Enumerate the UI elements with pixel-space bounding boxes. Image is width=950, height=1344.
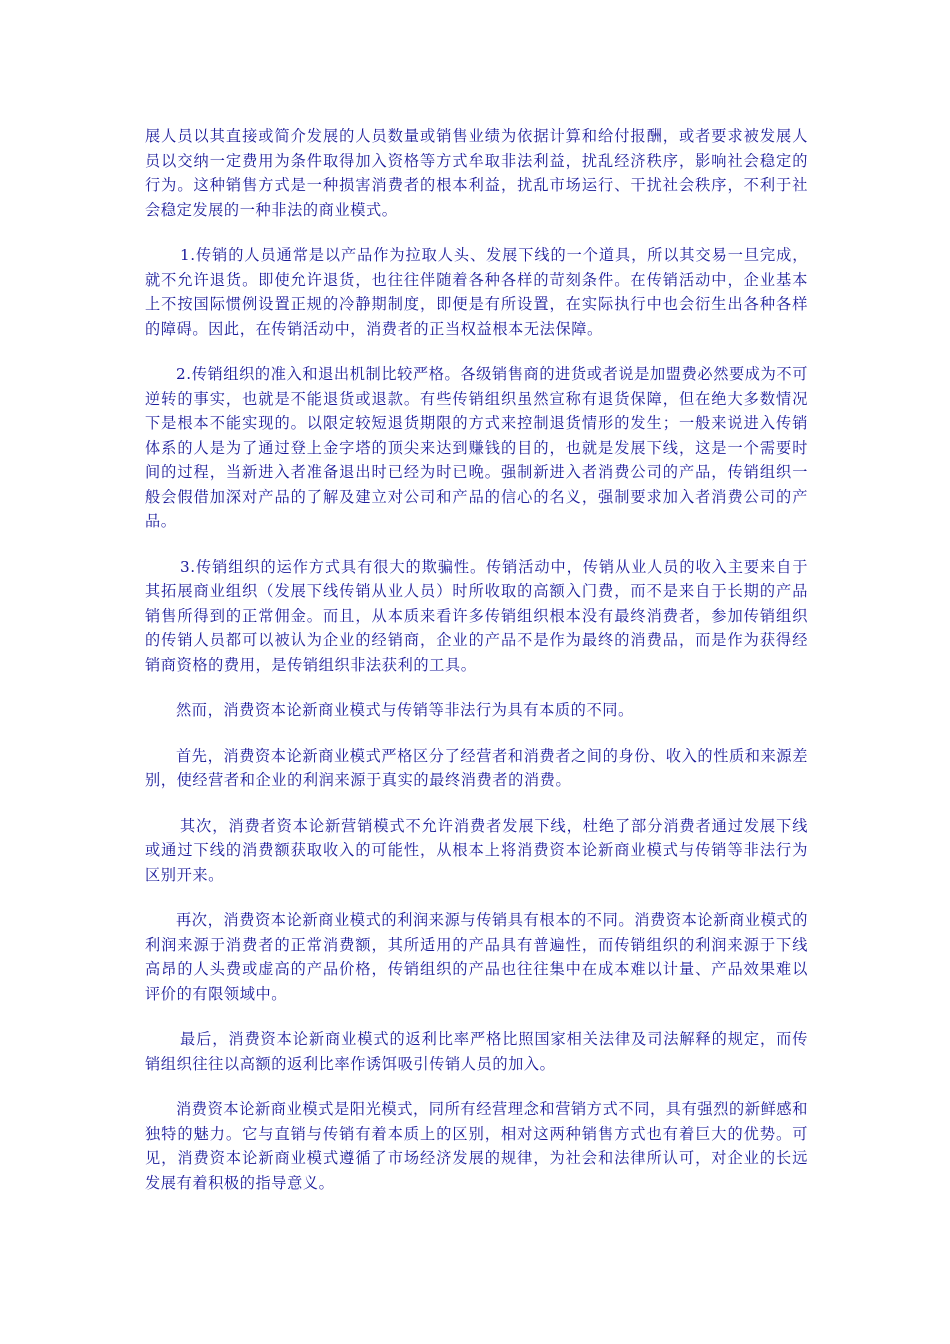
paragraph-however: 然而，消费资本论新商业模式与传销等非法行为具有本质的不同。 xyxy=(176,701,634,719)
document-page xyxy=(145,124,808,1216)
paragraph-third: 再次，消费资本论新商业模式的利润来源与传销具有根本的不同。消费资本论新商业模式的利润来源于消费者的正常消费额，其所适用的产品具有普遍性，而传销组织的利润来源于下线高昂的人头费或虚高的产品价格，传销组织的产品也往往集中在成本难以计量、产品效果难以评价的有限领域中。 xyxy=(145,911,808,1003)
paragraph-first: 首先，消费资本论新商业模式严格区分了经营者和消费者之间的身份、收入的性质和来源差别，使经营者和企业的利润来源于真实的最终消费者的消费。 xyxy=(145,746,808,789)
paragraph-point-3: 3.传销组织的运作方式具有很大的欺骗性。传销活动中，传销从业人员的收入主要来自于其拓展商业组织（发展下线传销从业人员）时所收取的高额入门费，而不是来自于长期的产品销售所得到的正常佣金。而且，从本质来看许多传销组织根本没有最终消费者，参加传销组织的传销人员都可以被认为企业的经销商，企业的产品不是作为最终的消费品，而是作为获得经销商资格的费用，是传销组织非法获利的工具。 xyxy=(145,557,808,674)
paragraph-last: 最后，消费资本论新商业模式的返利比率严格比照国家相关法律及司法解释的规定，而传销组织往往以高额的返利比率作诱饵吸引传销人员的加入。 xyxy=(145,1030,808,1073)
paragraph-point-1: 1.传销的人员通常是以产品作为拉取人头、发展下线的一个道具，所以其交易一旦完成，就不允许退货。即使允许退货，也往往伴随着各种各样的苛刻条件。在传销活动中，企业基本上不按国际惯例设置正规的冷静期制度，即便是有所设置，在实际执行中也会衍生出各种各样的障碍。因此，在传销活动中，消费者的正当权益根本无法保障。 xyxy=(145,246,808,338)
paragraph-second: 其次，消费者资本论新营销模式不允许消费者发展下线，杜绝了部分消费者通过发展下线或通过下线的消费额获取收入的可能性，从根本上将消费资本论新商业模式与传销等非法行为区别开来。 xyxy=(145,816,808,884)
paragraph-conclusion: 消费资本论新商业模式是阳光模式，同所有经营理念和营销方式不同，具有强烈的新鲜感和独特的魅力。它与直销与传销有着本质上的区别，相对这两种销售方式也有着巨大的优势。可见，消费资本论新商业模式遵循了市场经济发展的规律，为社会和法律所认可，对企业的长远发展有着积极的指导意义。 xyxy=(145,1100,808,1192)
paragraph-point-2: 2.传销组织的准入和退出机制比较严格。各级销售商的进货或者说是加盟费必然要成为不可逆转的事实，也就是不能退货或退款。有些传销组织虽然宣称有退货保障，但在绝大多数情况下是根本不能实现的。以限定较短退货期限的方式来控制退货情形的发生；一般来说进入传销体系的人是为了通过登上金字塔的顶尖来达到赚钱的目的，也就是发展下线，这是一个需要时间的过程，当新进入者准备退出时已经为时已晚。强制新进入者消费公司的产品，传销组织一般会假借加深对产品的了解及建立对公司和产品的信心的名义，强制要求加入者消费公司的产品。 xyxy=(145,365,808,530)
paragraph-intro: 展人员以其直接或简介发展的人员数量或销售业绩为依据计算和给付报酬，或者要求被发展人员以交纳一定费用为条件取得加入资格等方式牟取非法利益，扰乱经济秩序，影响社会稳定的行为。这种销售方式是一种损害消费者的根本利益，扰乱市场运行、干扰社会秩序，不利于社会稳定发展的一种非法的商业模式。 xyxy=(145,127,808,219)
